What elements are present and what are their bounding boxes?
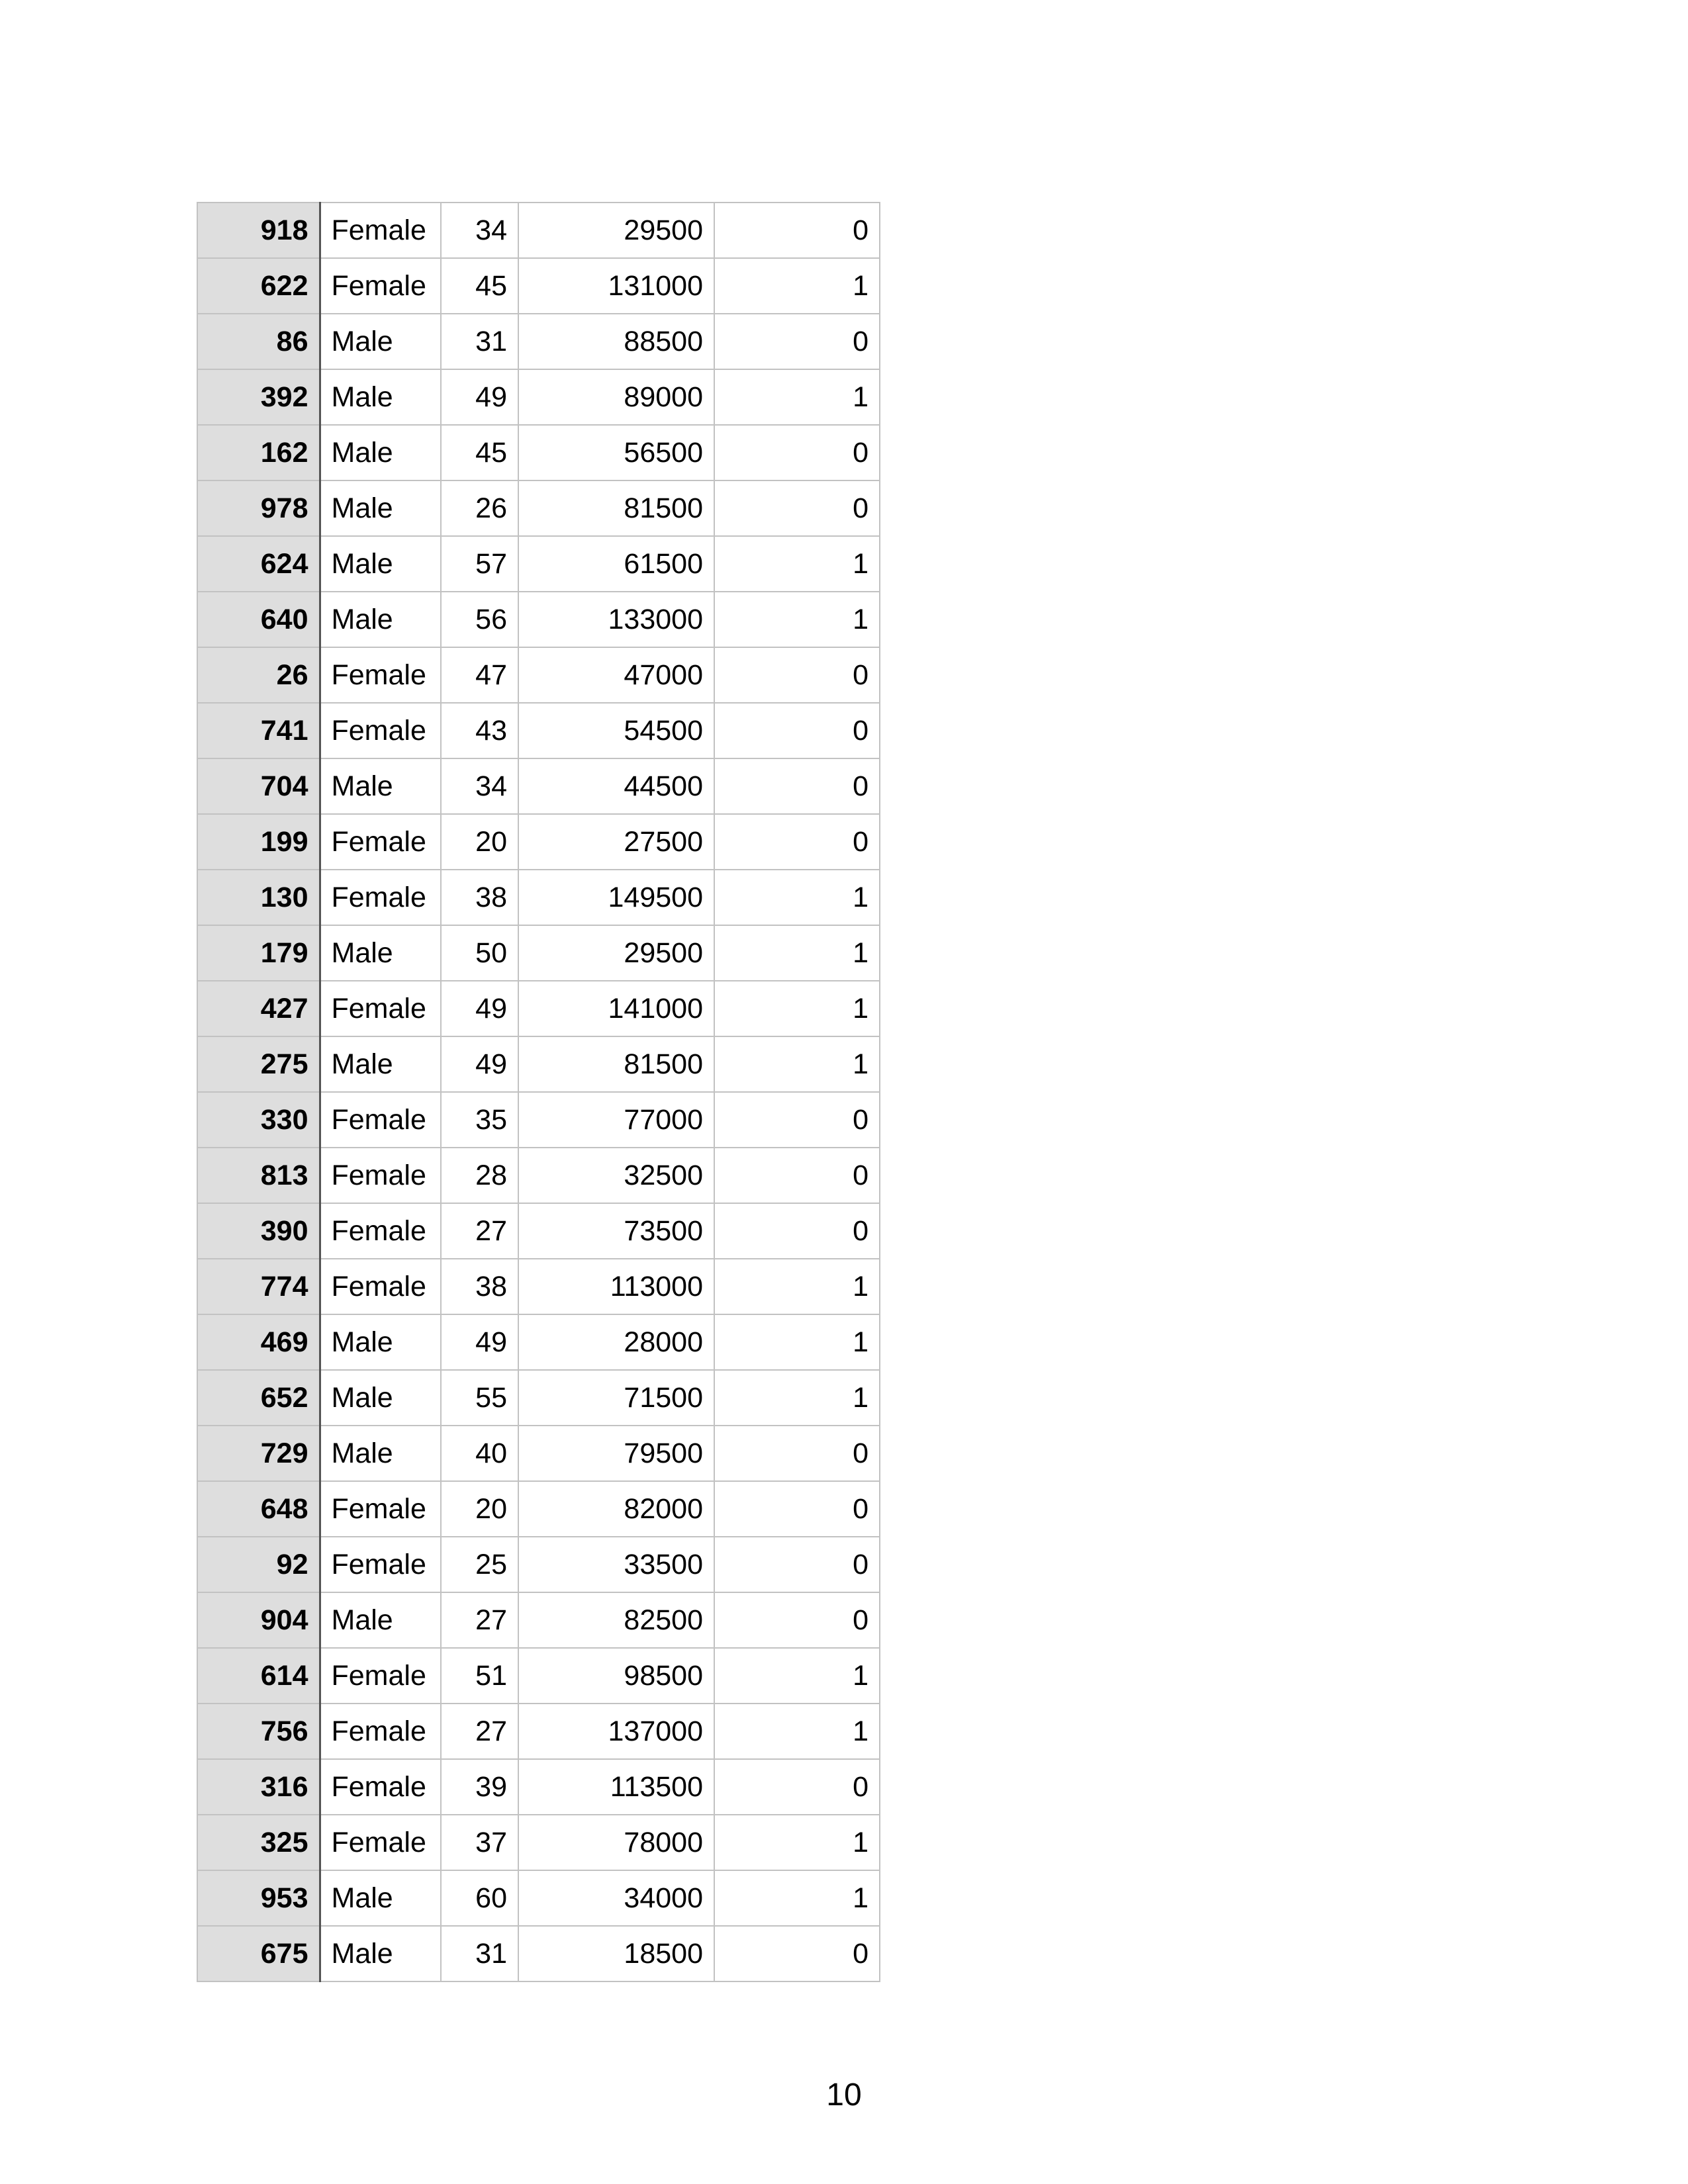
gender-cell: Female	[320, 1259, 441, 1314]
table-row	[197, 1203, 880, 1259]
table-row	[197, 870, 880, 925]
row-id-cell: 92	[197, 1537, 320, 1592]
row-id-cell: 130	[197, 870, 320, 925]
gender-cell: Female	[320, 258, 441, 314]
gender-cell: Male	[320, 1370, 441, 1426]
table-row	[197, 814, 880, 870]
table-row	[197, 647, 880, 703]
flag-cell: 1	[714, 1370, 880, 1426]
age-cell: 45	[441, 258, 518, 314]
salary-cell: 82000	[518, 1481, 714, 1537]
table-row	[197, 258, 880, 314]
age-cell: 56	[441, 592, 518, 647]
flag-cell: 0	[714, 814, 880, 870]
gender-cell: Male	[320, 592, 441, 647]
flag-cell: 0	[714, 480, 880, 536]
age-cell: 51	[441, 1648, 518, 1704]
salary-cell: 88500	[518, 314, 714, 369]
salary-cell: 82500	[518, 1592, 714, 1648]
age-cell: 37	[441, 1815, 518, 1870]
row-id-cell: 330	[197, 1092, 320, 1148]
row-id-cell: 624	[197, 536, 320, 592]
flag-cell: 1	[714, 1704, 880, 1759]
table-row	[197, 1314, 880, 1370]
age-cell: 31	[441, 314, 518, 369]
salary-cell: 77000	[518, 1092, 714, 1148]
gender-cell: Male	[320, 1426, 441, 1481]
gender-cell: Male	[320, 1036, 441, 1092]
flag-cell: 1	[714, 1259, 880, 1314]
gender-cell: Male	[320, 1314, 441, 1370]
gender-cell: Female	[320, 1203, 441, 1259]
table-row	[197, 1815, 880, 1870]
flag-cell: 1	[714, 536, 880, 592]
flag-cell: 1	[714, 592, 880, 647]
salary-cell: 29500	[518, 925, 714, 981]
age-cell: 28	[441, 1148, 518, 1203]
gender-cell: Female	[320, 1815, 441, 1870]
table-body	[197, 203, 880, 1981]
flag-cell: 1	[714, 258, 880, 314]
age-cell: 34	[441, 203, 518, 258]
row-id-cell: 756	[197, 1704, 320, 1759]
flag-cell: 1	[714, 981, 880, 1036]
flag-cell: 0	[714, 203, 880, 258]
gender-cell: Male	[320, 1870, 441, 1926]
gender-cell: Male	[320, 480, 441, 536]
table-row	[197, 536, 880, 592]
row-id-cell: 729	[197, 1426, 320, 1481]
row-id-cell: 316	[197, 1759, 320, 1815]
flag-cell: 0	[714, 1092, 880, 1148]
age-cell: 49	[441, 369, 518, 425]
table-row	[197, 1148, 880, 1203]
salary-cell: 79500	[518, 1426, 714, 1481]
salary-cell: 33500	[518, 1537, 714, 1592]
gender-cell: Female	[320, 1537, 441, 1592]
salary-cell: 133000	[518, 592, 714, 647]
row-id-cell: 675	[197, 1926, 320, 1981]
salary-cell: 78000	[518, 1815, 714, 1870]
flag-cell: 0	[714, 1592, 880, 1648]
table-row	[197, 925, 880, 981]
row-id-cell: 179	[197, 925, 320, 981]
row-id-cell: 469	[197, 1314, 320, 1370]
age-cell: 45	[441, 425, 518, 480]
gender-cell: Male	[320, 425, 441, 480]
gender-cell: Male	[320, 369, 441, 425]
age-cell: 27	[441, 1592, 518, 1648]
salary-cell: 71500	[518, 1370, 714, 1426]
age-cell: 31	[441, 1926, 518, 1981]
table-row	[197, 592, 880, 647]
salary-cell: 113000	[518, 1259, 714, 1314]
gender-cell: Male	[320, 536, 441, 592]
salary-cell: 113500	[518, 1759, 714, 1815]
gender-cell: Male	[320, 1592, 441, 1648]
table-row	[197, 1370, 880, 1426]
age-cell: 20	[441, 1481, 518, 1537]
age-cell: 47	[441, 647, 518, 703]
flag-cell: 0	[714, 1426, 880, 1481]
row-id-cell: 26	[197, 647, 320, 703]
age-cell: 26	[441, 480, 518, 536]
gender-cell: Male	[320, 758, 441, 814]
flag-cell: 0	[714, 1148, 880, 1203]
salary-cell: 89000	[518, 369, 714, 425]
age-cell: 38	[441, 1259, 518, 1314]
table-row	[197, 1259, 880, 1314]
gender-cell: Female	[320, 1481, 441, 1537]
row-id-cell: 275	[197, 1036, 320, 1092]
salary-cell: 98500	[518, 1648, 714, 1704]
row-id-cell: 704	[197, 758, 320, 814]
row-id-cell: 427	[197, 981, 320, 1036]
table-row	[197, 1870, 880, 1926]
flag-cell: 0	[714, 758, 880, 814]
row-id-cell: 622	[197, 258, 320, 314]
age-cell: 49	[441, 1036, 518, 1092]
flag-cell: 0	[714, 425, 880, 480]
flag-cell: 0	[714, 1926, 880, 1981]
flag-cell: 1	[714, 369, 880, 425]
row-id-cell: 953	[197, 1870, 320, 1926]
flag-cell: 0	[714, 647, 880, 703]
row-id-cell: 614	[197, 1648, 320, 1704]
row-id-cell: 904	[197, 1592, 320, 1648]
salary-cell: 131000	[518, 258, 714, 314]
salary-cell: 44500	[518, 758, 714, 814]
row-id-cell: 325	[197, 1815, 320, 1870]
salary-cell: 32500	[518, 1148, 714, 1203]
data-table	[197, 202, 880, 1982]
row-id-cell: 199	[197, 814, 320, 870]
age-cell: 27	[441, 1704, 518, 1759]
salary-cell: 73500	[518, 1203, 714, 1259]
table-row	[197, 758, 880, 814]
salary-cell: 34000	[518, 1870, 714, 1926]
salary-cell: 18500	[518, 1926, 714, 1981]
age-cell: 50	[441, 925, 518, 981]
row-id-cell: 918	[197, 203, 320, 258]
gender-cell: Female	[320, 203, 441, 258]
flag-cell: 1	[714, 1036, 880, 1092]
age-cell: 57	[441, 536, 518, 592]
salary-cell: 137000	[518, 1704, 714, 1759]
table-row	[197, 703, 880, 758]
gender-cell: Male	[320, 925, 441, 981]
table-row	[197, 1592, 880, 1648]
age-cell: 34	[441, 758, 518, 814]
table-row	[197, 1426, 880, 1481]
table-row	[197, 314, 880, 369]
row-id-cell: 162	[197, 425, 320, 480]
gender-cell: Female	[320, 870, 441, 925]
age-cell: 35	[441, 1092, 518, 1148]
table-row	[197, 1537, 880, 1592]
salary-cell: 47000	[518, 647, 714, 703]
age-cell: 49	[441, 981, 518, 1036]
flag-cell: 0	[714, 1759, 880, 1815]
age-cell: 25	[441, 1537, 518, 1592]
flag-cell: 0	[714, 703, 880, 758]
row-id-cell: 390	[197, 1203, 320, 1259]
salary-cell: 29500	[518, 203, 714, 258]
row-id-cell: 652	[197, 1370, 320, 1426]
age-cell: 49	[441, 1314, 518, 1370]
gender-cell: Female	[320, 814, 441, 870]
flag-cell: 1	[714, 870, 880, 925]
age-cell: 38	[441, 870, 518, 925]
age-cell: 60	[441, 1870, 518, 1926]
gender-cell: Female	[320, 703, 441, 758]
age-cell: 55	[441, 1370, 518, 1426]
gender-cell: Female	[320, 647, 441, 703]
salary-cell: 149500	[518, 870, 714, 925]
flag-cell: 0	[714, 1537, 880, 1592]
age-cell: 27	[441, 1203, 518, 1259]
flag-cell: 1	[714, 1870, 880, 1926]
flag-cell: 0	[714, 1203, 880, 1259]
table-row	[197, 1092, 880, 1148]
age-cell: 43	[441, 703, 518, 758]
gender-cell: Female	[320, 1759, 441, 1815]
salary-cell: 27500	[518, 814, 714, 870]
gender-cell: Male	[320, 314, 441, 369]
row-id-cell: 640	[197, 592, 320, 647]
salary-cell: 28000	[518, 1314, 714, 1370]
salary-cell: 81500	[518, 480, 714, 536]
salary-cell: 141000	[518, 981, 714, 1036]
salary-cell: 61500	[518, 536, 714, 592]
row-id-cell: 978	[197, 480, 320, 536]
row-id-cell: 392	[197, 369, 320, 425]
table-row	[197, 1036, 880, 1092]
salary-cell: 81500	[518, 1036, 714, 1092]
flag-cell: 1	[714, 1815, 880, 1870]
row-id-cell: 741	[197, 703, 320, 758]
salary-cell: 54500	[518, 703, 714, 758]
gender-cell: Female	[320, 1648, 441, 1704]
table-row	[197, 369, 880, 425]
salary-cell: 56500	[518, 425, 714, 480]
table-row	[197, 1926, 880, 1981]
flag-cell: 0	[714, 1481, 880, 1537]
row-id-cell: 813	[197, 1148, 320, 1203]
table-row	[197, 1481, 880, 1537]
gender-cell: Female	[320, 1092, 441, 1148]
flag-cell: 1	[714, 1314, 880, 1370]
table-row	[197, 1648, 880, 1704]
table-row	[197, 1759, 880, 1815]
gender-cell: Female	[320, 1704, 441, 1759]
gender-cell: Male	[320, 1926, 441, 1981]
table-row	[197, 203, 880, 258]
flag-cell: 1	[714, 1648, 880, 1704]
page-number: 10	[826, 2077, 862, 2113]
age-cell: 20	[441, 814, 518, 870]
age-cell: 39	[441, 1759, 518, 1815]
table-row	[197, 1704, 880, 1759]
age-cell: 40	[441, 1426, 518, 1481]
gender-cell: Female	[320, 1148, 441, 1203]
flag-cell: 0	[714, 314, 880, 369]
gender-cell: Female	[320, 981, 441, 1036]
row-id-cell: 86	[197, 314, 320, 369]
row-id-cell: 648	[197, 1481, 320, 1537]
table-row	[197, 981, 880, 1036]
flag-cell: 1	[714, 925, 880, 981]
table-row	[197, 480, 880, 536]
table-row	[197, 425, 880, 480]
row-id-cell: 774	[197, 1259, 320, 1314]
